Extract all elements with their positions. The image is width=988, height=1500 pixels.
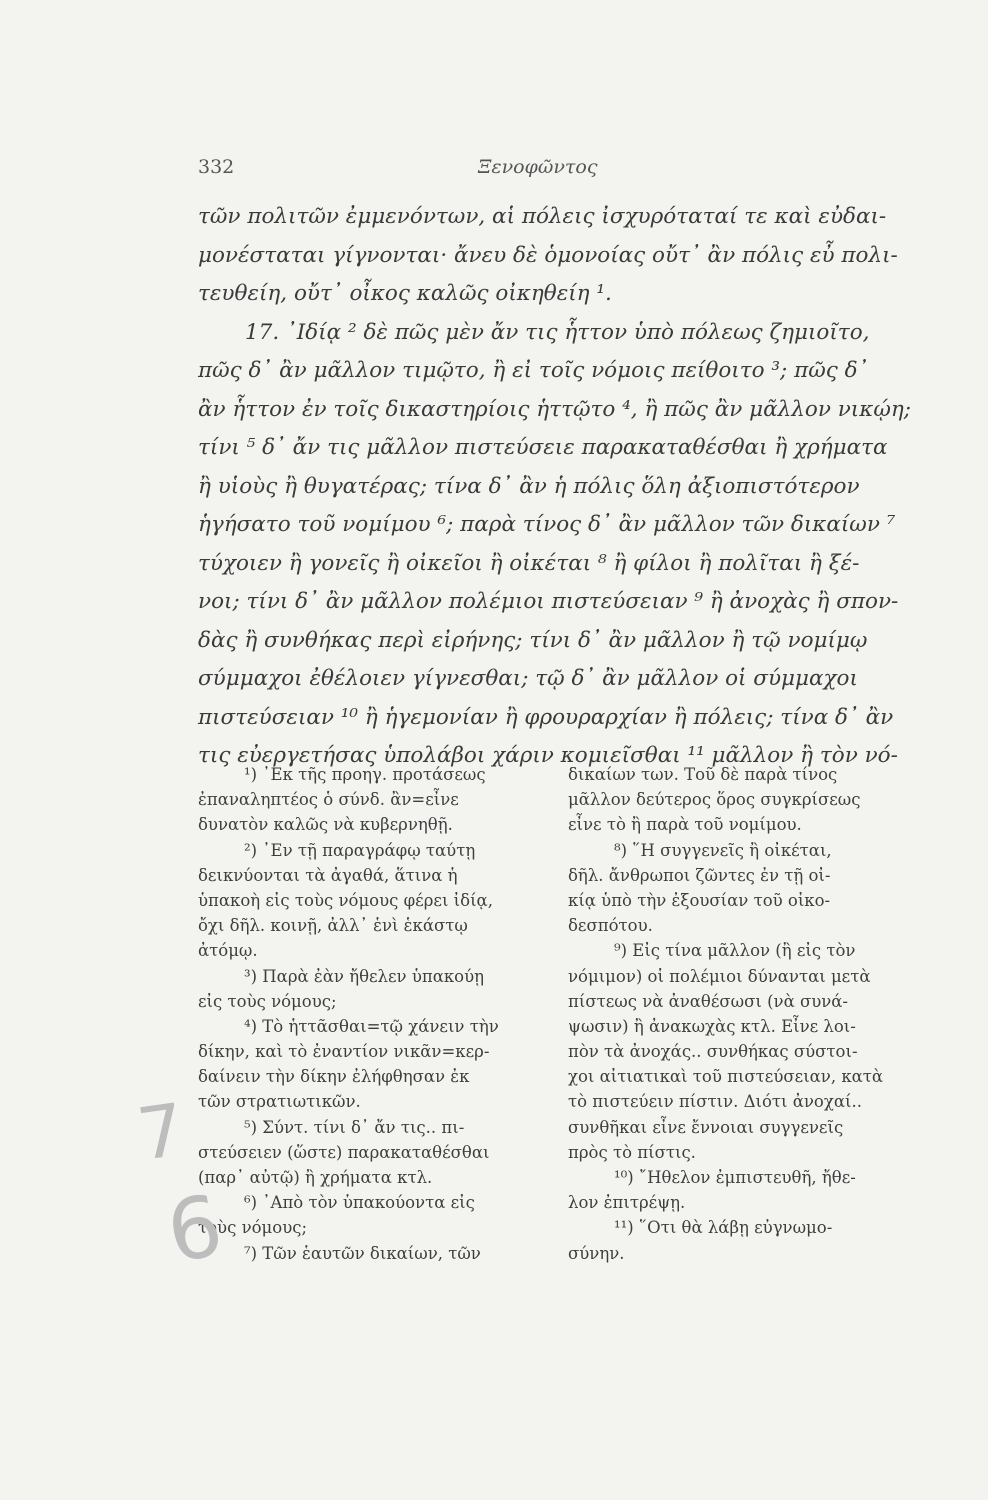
text-line: νοι; τίνι δ᾽ ἂν μᾶλλον πολέμιοι πιστεύσειαν ⁹ ἢ ἀνοχὰς ἢ σπον- xyxy=(198,589,899,614)
footnote-line: ²) ᾿Εν τῇ παραγράφῳ ταύτῃ xyxy=(244,840,476,860)
footnote-line: δίκην, καὶ τὸ ἐναντίον νικᾶν=κερ- xyxy=(198,1042,490,1062)
footnote-line: δικαίων των. Τοῦ δὲ παρὰ τίνος xyxy=(568,765,838,784)
footnote-line: ⁴) Τὸ ἡττᾶσθαι=τῷ χάνειν τὴν xyxy=(244,1016,499,1036)
text-line: πιστεύσειαν ¹⁰ ἢ ἡγεμονίαν ἢ φρουραρχίαν ἢ πόλεις; τίνα δ᾽ ἂν xyxy=(198,704,894,730)
footnote-line: δεσπότου. xyxy=(568,916,653,936)
footnote-line: πίστεως νὰ ἀναθέσωσι (νὰ συνά- xyxy=(568,991,849,1011)
text-line: σύμμαχοι ἐθέλοιεν γίγνεσθαι; τῷ δ᾽ ἂν μᾶλλον οἱ σύμμαχοι xyxy=(198,666,858,691)
pencil-margin-mark: 6 xyxy=(159,1176,230,1282)
footnote-line: μᾶλλον δεύτερος ὅρος συγκρίσεως xyxy=(568,790,861,810)
footnote-line: εἰς τοὺς νόμους; xyxy=(198,991,337,1011)
main-text-block xyxy=(198,198,911,776)
footnote-line: στεύσειεν (ὥστε) παρακαταθέσθαι xyxy=(198,1142,490,1162)
footnotes-right-column xyxy=(568,762,898,1266)
footnote-line: τὸ πιστεύειν πίστιν. Διότι ἀνοχαί.. xyxy=(568,1092,862,1112)
footnote-line: δεικνύονται τὰ ἀγαθά, ἅτινα ἡ xyxy=(198,865,458,885)
footnote-line: (παρ᾽ αὐτῷ) ἢ χρήματα κτλ. xyxy=(198,1168,433,1187)
footnote-line: ⁸) ῞Η συγγενεῖς ἢ οἰκέται, xyxy=(614,840,832,860)
text-line: τῶν πολιτῶν ἐμμενόντων, αἱ πόλεις ἰσχυρόταταί τε καὶ εὐδαι- xyxy=(198,204,887,229)
footnote-line: τῶν στρατιωτικῶν. xyxy=(198,1092,361,1112)
footnote-line: λον ἐπιτρέψῃ. xyxy=(568,1193,686,1213)
text-line: τίνι ⁵ δ᾽ ἄν τις μᾶλλον πιστεύσειε παρακαταθέσθαι ἢ χρήματα xyxy=(198,435,888,460)
text-line: πῶς δ᾽ ἂν μᾶλλον τιμῷτο, ἢ εἰ τοῖς νόμοις πείθοιτο ³; πῶς δ᾽ xyxy=(198,358,869,383)
text-line: τευθείη, οὔτ᾽ οἶκος καλῶς οἰκηθείη ¹. xyxy=(198,281,612,306)
footnote-line: δαίνειν τὴν δίκην ἐλήφθησαν ἐκ xyxy=(198,1067,470,1087)
pencil-margin-mark: 7 xyxy=(132,1087,190,1177)
footnote-line: εἶνε τὸ ἢ παρὰ τοῦ νομίμου. xyxy=(568,815,802,835)
footnote-line: χοι αἰτιατικαὶ τοῦ πιστεύσειαν, κατὰ xyxy=(568,1067,884,1087)
footnote-line: ⁷) Τῶν ἑαυτῶν δικαίων, τῶν xyxy=(244,1243,481,1263)
page-number: 332 xyxy=(198,156,235,178)
footnote-line: ἐπαναληπτέος ὁ σύνδ. ἂν=εἶνε xyxy=(198,790,459,810)
running-head: Ξενοφῶντος xyxy=(478,156,598,178)
footnotes-left-column xyxy=(198,762,538,1266)
footnote-line: ὑπακοὴ εἰς τοὺς νόμους φέρει ἰδίᾳ, xyxy=(198,890,493,910)
footnote-line: σύνην. xyxy=(568,1243,625,1263)
footnote-line: ψωσιν) ἢ ἀνακωχὰς κτλ. Εἶνε λοι- xyxy=(568,1016,856,1036)
text-line: ἢ υἱοὺς ἢ θυγατέρας; τίνα δ᾽ ἂν ἡ πόλις ὅλη ἀξιοπιστότερον xyxy=(198,473,860,499)
text-line: τύχοιεν ἢ γονεῖς ἢ οἰκεῖοι ἢ οἰκέται ⁸ ἢ φίλοι ἢ πολῖται ἢ ξέ- xyxy=(198,550,860,576)
footnote-line: κίᾳ ὑπὸ τὴν ἐξουσίαν τοῦ οἰκο- xyxy=(568,890,831,910)
footnote-line: ⁹) Εἰς τίνα μᾶλλον (ἢ εἰς τὸν xyxy=(614,941,856,961)
text-line: τις εὐεργετήσας ὑπολάβοι χάριν κομιεῖσθαι ¹¹ μᾶλλον ἢ τὸν νό- xyxy=(198,743,898,768)
footnote-line: πὸν τὰ ἀνοχάς.. συνθήκας σύστοι- xyxy=(568,1042,858,1062)
footnote-line: ἀτόμῳ. xyxy=(198,941,258,961)
text-line: 17. ᾿Ιδίᾳ ² δὲ πῶς μὲν ἄν τις ἧττον ὑπὸ πόλεως ζημιοῖτο, xyxy=(245,319,870,345)
footnote-line: πρὸς τὸ πίστις. xyxy=(568,1142,696,1162)
text-line: δὰς ἢ συνθήκας περὶ εἰρήνης; τίνι δ᾽ ἂν μᾶλλον ἢ τῷ νομίμῳ xyxy=(198,627,868,653)
footnote-line: ³) Παρὰ ἐὰν ἤθελεν ὑπακούῃ xyxy=(244,966,485,986)
footnote-line: νόμιμον) οἱ πολέμιοι δύνανται μετὰ xyxy=(568,966,871,986)
footnote-line: ὄχι δῆλ. κοινῇ, ἀλλ᾽ ἑνὶ ἑκάστῳ xyxy=(198,916,468,936)
footnote-line: ⁵) Σύντ. τίνι δ᾽ ἄν τις.. πι- xyxy=(244,1117,465,1137)
footnote-line: δῆλ. ἄνθρωποι ζῶντες ἐν τῇ οἰ- xyxy=(568,865,831,885)
footnote-line: συνθῆκαι εἶνε ἔννοιαι συγγενεῖς xyxy=(568,1117,844,1137)
footnote-line: τοὺς νόμους; xyxy=(198,1218,308,1238)
footnote-line: δυνατὸν καλῶς νὰ κυβερνηθῇ. xyxy=(198,815,453,835)
text-line: μονέσταται γίγνονται· ἄνευ δὲ ὁμονοίας οὔτ᾽ ἂν πόλις εὖ πολι- xyxy=(198,242,898,268)
text-line: ἡγήσατο τοῦ νομίμου ⁶; παρὰ τίνος δ᾽ ἂν μᾶλλον τῶν δικαίων ⁷ xyxy=(198,512,896,537)
footnote-line: ¹⁰) ῎Ηθελον ἐμπιστευθῆ, ἤθε- xyxy=(614,1168,856,1187)
footnote-line: ¹¹) ῞Οτι θὰ λάβῃ εὐγνωμο- xyxy=(614,1218,833,1238)
footnote-line: ¹) ᾿Εκ τῆς προηγ. προτάσεως xyxy=(244,765,486,784)
text-line: ἂν ἧττον ἐν τοῖς δικαστηρίοις ἡττῷτο ⁴, ἢ πῶς ἂν μᾶλλον νικῴη; xyxy=(198,396,911,422)
footnote-line: ⁶) ᾿Απὸ τὸν ὑπακούοντα εἰς xyxy=(244,1193,475,1213)
